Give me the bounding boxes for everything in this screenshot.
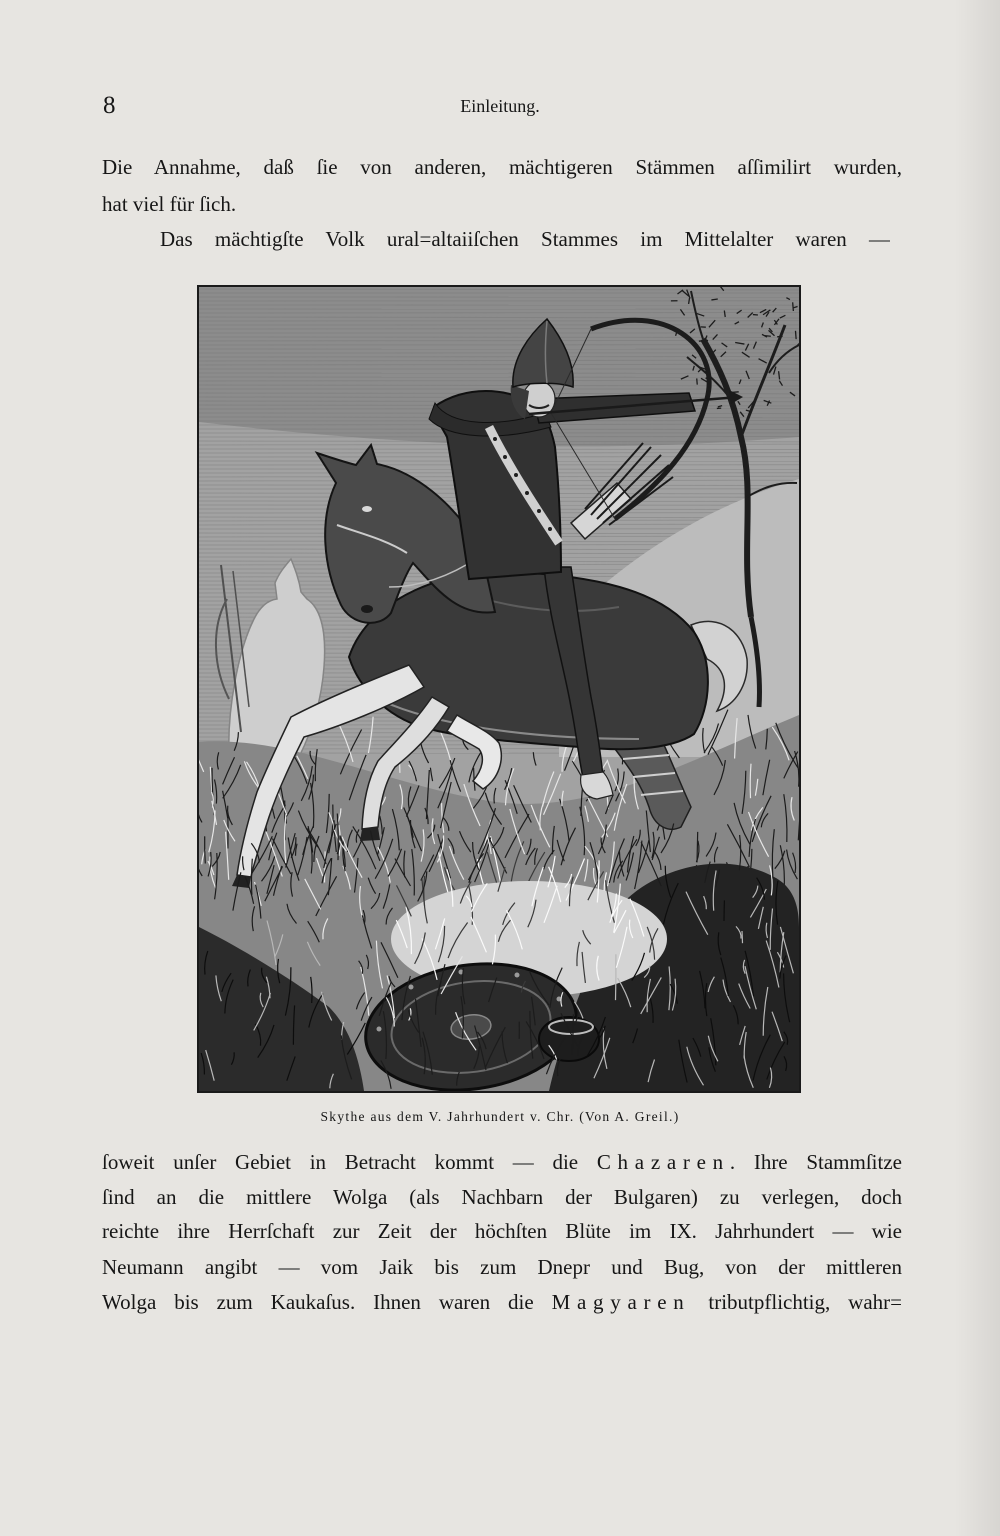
page-number: 8 — [103, 92, 116, 119]
stud — [503, 455, 507, 459]
text-line — [102, 1285, 902, 1320]
stud — [493, 437, 497, 441]
leaf-stroke — [777, 336, 782, 337]
stud — [537, 509, 541, 513]
page-edge-shadow — [954, 0, 1000, 1536]
sky-hatch-line — [199, 356, 799, 357]
text-segment: . Ihre Stammſitze — [729, 1150, 902, 1174]
spaced-word: Magyaren — [551, 1290, 691, 1314]
leaf-stroke — [795, 331, 796, 339]
spaced-word: Chazaren — [596, 1150, 730, 1174]
text-line-indented: Das mächtigſte Volk ural=altaiiſchen Stammes im Mittelalter waren — — [160, 227, 890, 251]
leaf-stroke — [724, 310, 725, 317]
leaf-stroke — [697, 378, 698, 384]
grass-stroke — [205, 836, 206, 863]
leaf-stroke — [765, 336, 771, 337]
shield-rivet — [377, 1027, 382, 1032]
leaf-stroke — [689, 298, 690, 304]
sky-hatch-line — [199, 337, 799, 338]
text-segment: tributpflichtig, wahr= — [690, 1290, 902, 1314]
horse-eye — [362, 506, 372, 512]
running-head: Einleitung. — [460, 96, 540, 116]
shield-rivet — [409, 985, 414, 990]
engraving-scythian-archer — [199, 287, 799, 1091]
leaf-stroke — [699, 340, 708, 341]
figure-caption: Skythe aus dem V. Jahrhundert v. Chr. (Von A. Greil.) — [320, 1109, 680, 1124]
stud — [514, 473, 518, 477]
text-line: hat viel für ſich. — [102, 192, 237, 216]
leaf-stroke — [793, 302, 794, 311]
text-line: Die Annahme, daß ſie von anderen, mächtigeren Stämmen aſſimilirt wurden, — [102, 155, 902, 179]
text-line: ſind an die mittlere Wolga (als Nachbarn der Bulgaren) zu verlegen, doch — [102, 1185, 902, 1209]
text-line: reichte ihre Herrſchaft zur Zeit der höchſten Blüte im IX. Jahrhundert — wie — [102, 1219, 902, 1243]
stud — [525, 491, 529, 495]
shield-rivet — [515, 973, 520, 978]
illustration-frame — [197, 285, 801, 1093]
horse-hoof — [360, 827, 380, 841]
horse-nostril — [361, 605, 373, 613]
text-line — [102, 1145, 902, 1180]
text-segment: Wolga bis zum Kaukaſus. Ihnen waren die — [102, 1290, 552, 1314]
fallen-helmet — [539, 1017, 599, 1061]
grass-stroke — [742, 931, 743, 943]
text-segment: ſoweit unſer Gebiet in Betracht kommt — die — [102, 1150, 597, 1174]
text-line: Neumann angibt — vom Jaik bis zum Dnepr und Bug, von der mittleren — [102, 1255, 902, 1279]
stud — [548, 527, 552, 531]
